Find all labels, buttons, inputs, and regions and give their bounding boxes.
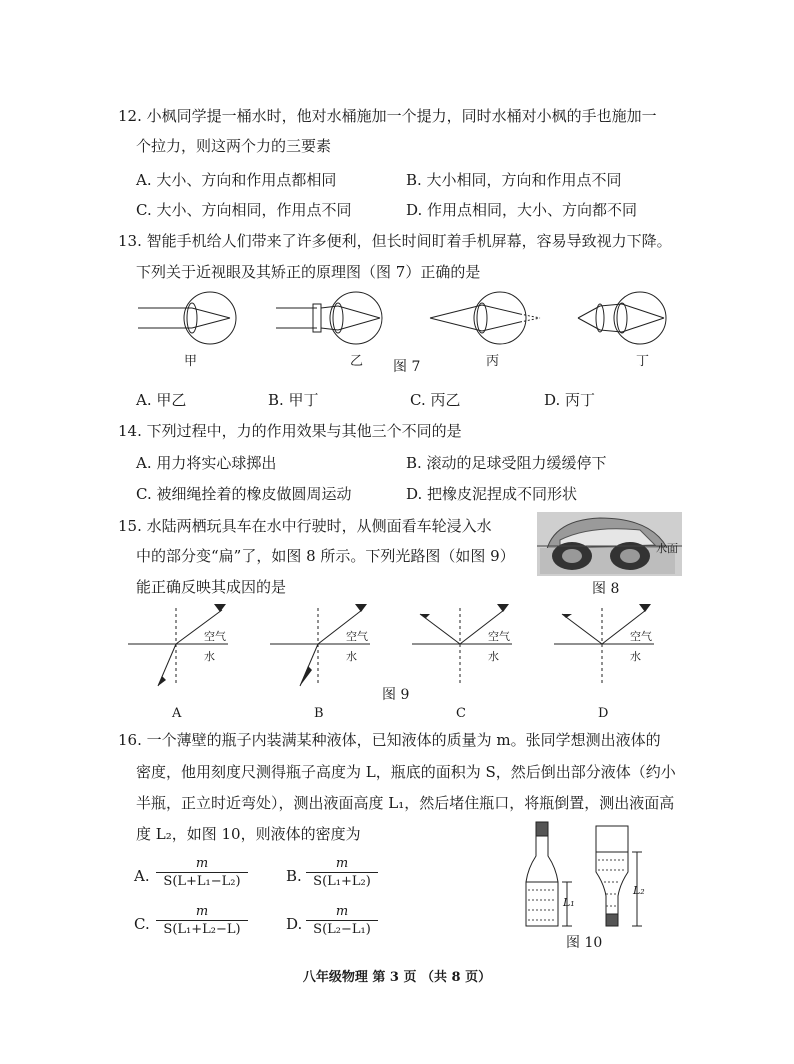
q12-stem-line2: 个拉力，则这两个力的三要素 xyxy=(136,137,332,155)
fig9-caption: 图 9 xyxy=(382,687,410,703)
q12-option-b: B. 大小相同，方向和作用点不同 xyxy=(406,171,622,189)
q16-option-c-label: C. xyxy=(134,915,150,933)
fig10-l2-label: L₂ xyxy=(633,884,645,897)
q13-stem-line1: 13. 智能手机给人们带来了许多便利，但长时间盯着手机屏幕，容易导致视力下降。 xyxy=(118,232,672,250)
fig9a-air-label: 空气 xyxy=(204,630,226,643)
q16-stem-line3: 半瓶，正立时近弯处），测出液面高度 L₁，然后堵住瓶口，将瓶倒置，测出液面高 xyxy=(136,794,675,812)
q13-stem-line2: 下列关于近视眼及其矫正的原理图（图 7）正确的是 xyxy=(136,263,481,281)
q14-option-d: D. 把橡皮泥捏成不同形状 xyxy=(406,485,578,503)
q13-option-b: B. 甲丁 xyxy=(268,391,319,409)
q15-stem-line2: 中的部分变“扁”了，如图 8 所示。下列光路图（如图 9） xyxy=(136,547,515,565)
q16-option-a-label: A. xyxy=(134,867,150,885)
q16-stem-line1: 16. 一个薄壁的瓶子内装满某种液体，已知液体的质量为 m。张同学想测出液体的 xyxy=(118,731,661,749)
q16-d-denominator: S(L₂−L₁) xyxy=(313,922,371,937)
fig7-label-jia: 甲 xyxy=(184,354,198,369)
q15-stem-line3: 能正确反映其成因的是 xyxy=(136,578,287,596)
fig7-label-bing: 丙 xyxy=(486,354,500,369)
q16-a-denominator: S(L+L₁−L₂) xyxy=(163,874,241,889)
fig7-label-yi: 乙 xyxy=(350,354,364,369)
q14-stem: 14. 下列过程中，力的作用效果与其他三个不同的是 xyxy=(118,422,462,440)
q16-b-numerator: m xyxy=(306,856,378,873)
fig8-water-surface-label: 水面 xyxy=(656,542,678,555)
fig9-label-a: A xyxy=(172,706,182,721)
q13-option-a: A. 甲乙 xyxy=(136,391,187,409)
q16-option-b-label: B. xyxy=(286,867,302,885)
fig9c-air-label: 空气 xyxy=(488,630,510,643)
fig9d-air-label: 空气 xyxy=(630,630,652,643)
q16-c-numerator: m xyxy=(156,904,248,921)
q14-option-a: A. 用力将实心球掷出 xyxy=(136,454,277,472)
q16-stem-line4: 度 L₂，如图 10，则液体的密度为 xyxy=(136,825,361,843)
fig9b-air-label: 空气 xyxy=(346,630,368,643)
q14-option-c: C. 被细绳拴着的橡皮做圆周运动 xyxy=(136,485,352,503)
q16-d-numerator: m xyxy=(306,904,378,921)
fig9-label-d: D xyxy=(598,706,609,721)
q16-b-denominator: S(L₁+L₂) xyxy=(313,874,371,889)
q16-a-numerator: m xyxy=(156,856,248,873)
fig9a-water-label: 水 xyxy=(204,650,215,663)
q12-option-c: C. 大小、方向相同，作用点不同 xyxy=(136,201,352,219)
q13-option-d: D. 丙丁 xyxy=(544,391,596,409)
fig10-caption: 图 10 xyxy=(566,935,603,951)
q16-c-denominator: S(L₁+L₂−L) xyxy=(163,922,241,937)
q12-stem-line1: 12. 小枫同学提一桶水时，他对水桶施加一个提力，同时水桶对小枫的手也施加一 xyxy=(118,107,657,125)
fig8-caption: 图 8 xyxy=(592,581,620,597)
fig9-label-b: B xyxy=(314,706,324,721)
q12-option-a: A. 大小、方向和作用点都相同 xyxy=(136,171,337,189)
fig9-label-c: C xyxy=(456,706,466,721)
fig7-label-ding: 丁 xyxy=(636,354,650,369)
fig9b-water-label: 水 xyxy=(346,650,357,663)
q14-option-b: B. 滚动的足球受阻力缓缓停下 xyxy=(406,454,607,472)
fig9d-water-label: 水 xyxy=(630,650,641,663)
fig10-l1-label: L₁ xyxy=(563,896,575,909)
page-footer: 八年级物理 第 3 页 （共 8 页） xyxy=(302,970,492,985)
q13-option-c: C. 丙乙 xyxy=(410,391,461,409)
q16-option-d-label: D. xyxy=(286,915,303,933)
fig9c-water-label: 水 xyxy=(488,650,499,663)
q15-stem-line1: 15. 水陆两栖玩具车在水中行驶时，从侧面看车轮浸入水 xyxy=(118,517,492,535)
fig7-caption: 图 7 xyxy=(393,359,421,375)
q16-stem-line2: 密度，他用刻度尺测得瓶子高度为 L，瓶底的面积为 S，然后倒出部分液体（约小 xyxy=(136,763,676,781)
q12-option-d: D. 作用点相同，大小、方向都不同 xyxy=(406,201,638,219)
